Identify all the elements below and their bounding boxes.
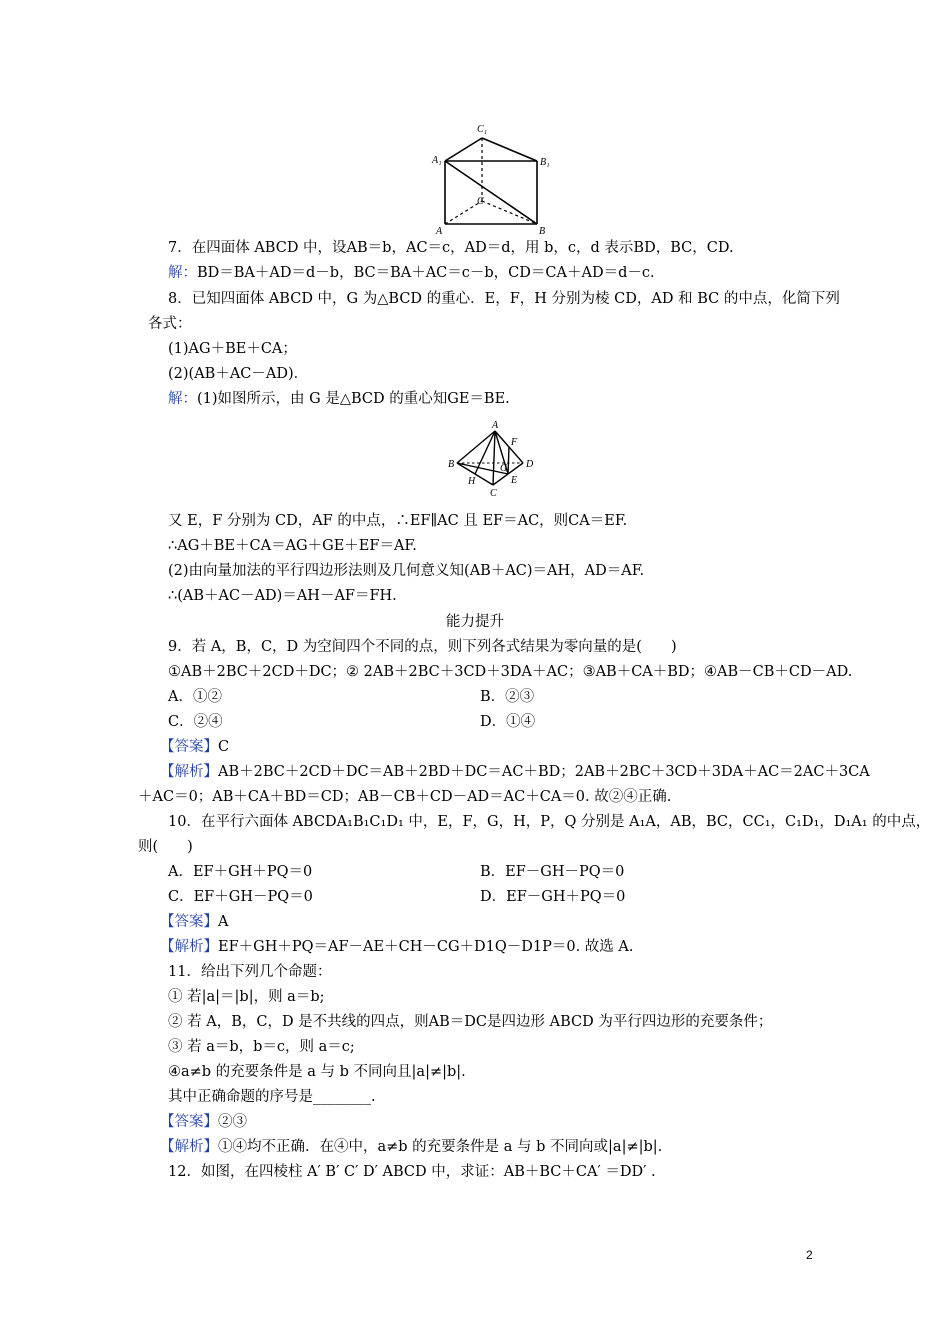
q10-option-a: A．EF＋GH＋PQ＝0 xyxy=(168,864,313,880)
q12-text: 12．如图，在四棱柱 A′ B′ C′ D′ ABCD 中，求证：AB＋BC＋CA′ ＝DD′ . xyxy=(168,1164,656,1180)
q9-option-a: A．①② xyxy=(168,689,222,705)
q11-explanation-tag: 【解析】 xyxy=(160,1139,218,1155)
section-heading: 能力提升 xyxy=(446,614,504,630)
page-number: 2 xyxy=(806,1248,813,1262)
t-label-g: G xyxy=(500,463,508,474)
label-a: A xyxy=(436,226,443,236)
t-label-e: E xyxy=(511,475,518,486)
q10-line1: 10．在平行六面体 ABCDA₁B₁C₁D₁ 中，E，F，G，H，P，Q 分别是 A₁A，AB，BC，CC₁，C₁D₁，D₁A₁ 的中点， xyxy=(168,814,931,830)
t-label-b: B xyxy=(448,459,455,470)
q10-explanation-text: EF＋GH＋PQ＝AF－AE＋CH－CG＋D1Q－D1P＝0. 故选 A. xyxy=(218,939,634,955)
label-c1: C₁ xyxy=(477,124,488,135)
t-label-a: A xyxy=(492,420,499,431)
label-a1: A₁ xyxy=(432,155,442,166)
q11-text: 11．给出下列几个命题： xyxy=(168,964,332,980)
t-label-c: C xyxy=(490,488,497,499)
q8-line2: 各式： xyxy=(148,316,192,332)
q8-line1: 8．已知四面体 ABCD 中，G 为△BCD 的重心．E，F，H 分别为棱 CD，AD 和 BC 的中点，化简下列 xyxy=(168,291,840,307)
q8-item1: (1)AG＋BE＋CA； xyxy=(168,341,297,357)
q8-solution-line4: (2)由向量加法的平行四边形法则及几何意义知(AB＋AC)＝AH，AD＝AF. xyxy=(168,563,645,579)
t-label-f: F xyxy=(511,437,518,448)
label-b: B xyxy=(539,226,546,236)
q10-option-b: B．EF－GH－PQ＝0 xyxy=(480,864,625,880)
q10-answer-value: A xyxy=(218,914,229,930)
q9-option-c: C．②④ xyxy=(168,714,223,730)
q7-solution xyxy=(168,262,655,284)
q8-solution-line3: ∴AG＋BE＋CA＝AG＋GE＋EF＝AF. xyxy=(168,538,417,554)
q9-answer-value: C xyxy=(218,739,230,755)
q9-option-b: B．②③ xyxy=(480,689,535,705)
q8-solution-line2: 又 E，F 分别为 CD，AF 的中点，∴EF∥AC 且 EF＝AC，则CA＝EF. xyxy=(168,513,628,529)
t-label-d: D xyxy=(526,459,534,470)
q9-text: 9．若 A，B，C，D 为空间四个不同的点，则下列各式结果为零向量的是( ) xyxy=(168,639,677,655)
q10-option-c: C．EF＋GH－PQ＝0 xyxy=(168,889,313,905)
q7-text: 7．在四面体 ABCD 中，设AB＝b，AC＝c，AD＝d，用 b，c，d 表示BD，BC，CD. xyxy=(168,240,734,256)
q9-explanation-text: AB＋2BC＋2CD＋DC＝AB＋2BD＋DC＝AC＋BD；2AB＋2BC＋3CD＋3DA＋AC＝2AC＋3CA xyxy=(218,764,870,780)
q11-answer xyxy=(160,1111,247,1133)
q7-solution-text: BD＝BA＋AD＝d－b，BC＝BA＋AC＝c－b，CD＝CA＋AD＝d－c. xyxy=(197,265,655,281)
q9-explanation-tag: 【解析】 xyxy=(160,764,218,780)
q10-explanation xyxy=(160,936,634,958)
prism-figure xyxy=(425,118,560,236)
t-label-h: H xyxy=(468,476,476,487)
q7-solution-tag: 解： xyxy=(168,265,197,281)
q8-item2: (2)(AB＋AC－AD)． xyxy=(168,366,309,382)
label-b1: B₁ xyxy=(540,157,550,168)
q11-explanation-text: ①④均不正确．在④中，a≠b 的充要条件是 a 与 b 不同向或|a|≠|b|. xyxy=(218,1139,663,1155)
q8-solution-line5: ∴(AB＋AC－AD)＝AH－AF＝FH. xyxy=(168,588,397,604)
q11-answer-value: ②③ xyxy=(218,1114,247,1130)
q8-solution-tag: 解： xyxy=(168,391,197,407)
q11-explanation xyxy=(160,1136,662,1158)
q9-explanation-line2: ＋AC＝0；AB＋CA＋BD＝CD；AB－CB＋CD－AD＝AC＋CA＝0. 故②④正确. xyxy=(138,789,672,805)
q9-expressions: ①AB＋2BC＋2CD＋DC；② 2AB＋2BC＋3CD＋3DA＋AC；③AB＋CA＋BD；④AB－CB＋CD－AD. xyxy=(168,664,853,680)
q8-solution xyxy=(168,388,510,410)
q8-solution-text: (1)如图所示，由 G 是△BCD 的重心知GE＝BE. xyxy=(197,391,510,407)
q10-explanation-tag: 【解析】 xyxy=(160,939,218,955)
q11-blank: 其中正确命题的序号是________. xyxy=(168,1089,376,1105)
q11-item4: ④a≠b 的充要条件是 a 与 b 不同向且|a|≠|b|. xyxy=(168,1064,466,1080)
q10-line2: 则( ) xyxy=(138,839,193,855)
q11-answer-tag: 【答案】 xyxy=(160,1114,218,1130)
q9-answer-tag: 【答案】 xyxy=(160,739,218,755)
q9-answer xyxy=(160,736,229,758)
q9-explanation xyxy=(160,761,870,783)
tetrahedron-figure xyxy=(445,417,545,499)
q10-option-d: D．EF－GH＋PQ＝0 xyxy=(480,889,626,905)
q10-answer-tag: 【答案】 xyxy=(160,914,218,930)
label-c: C xyxy=(477,196,484,207)
q11-item2: ② 若 A，B，C，D 是不共线的四点，则AB＝DC是四边形 ABCD 为平行四边形的充要条件； xyxy=(168,1014,773,1030)
q9-option-d: D．①④ xyxy=(480,714,536,730)
q11-item1: ① 若|a|＝|b|，则 a＝b; xyxy=(168,989,325,1005)
q11-item3: ③ 若 a＝b，b＝c，则 a＝c; xyxy=(168,1039,355,1055)
q10-answer xyxy=(160,911,228,933)
